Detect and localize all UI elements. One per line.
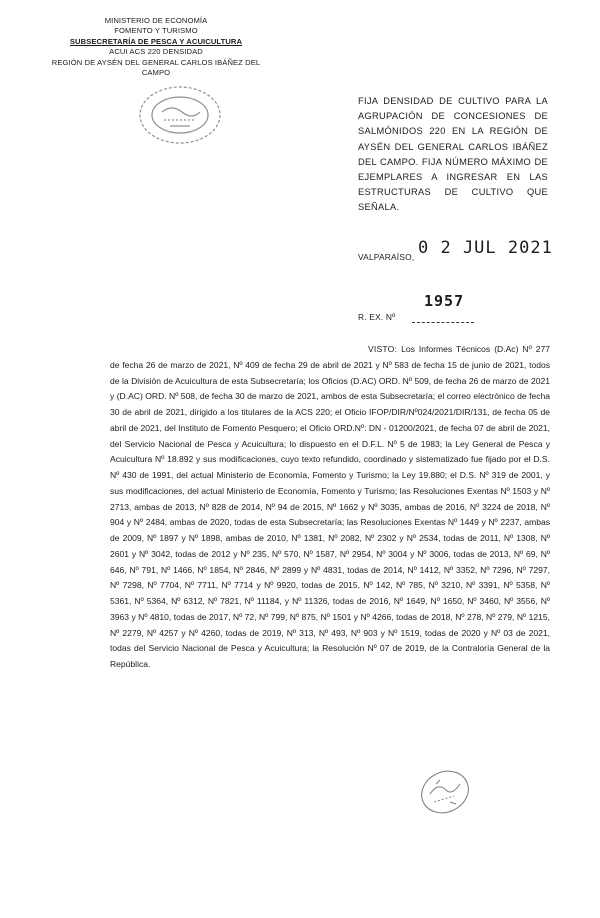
document-reference: ACUI ACS 220 DENSIDAD: [109, 47, 203, 57]
initials-seal-icon: [414, 764, 476, 820]
resolution-subject: FIJA DENSIDAD DE CULTIVO PARA LA AGRUPACIÓN DE CONCESIONES DE SALMÓNIDOS 220 EN LA REGIÓN DE AYSÉN DEL GENERAL CARLOS IBÁÑEZ DEL CAMPO. FIJA NÚMERO MÁXIMO DE EJEMPLARES A INGRESAR EN LAS ESTRUCTURAS DE CULTIVO QUE SEÑALA.: [358, 96, 548, 213]
issuer-subsecretariat: SUBSECRETARÍA DE PESCA Y ACUICULTURA: [69, 36, 243, 46]
visto-label: VISTO:: [368, 344, 398, 354]
resolution-number: 1957: [424, 292, 465, 310]
place-label: VALPARAÍSO,: [358, 252, 415, 262]
visto-body: Los Informes Técnicos (D.Ac) Nº 277 de fecha 26 de marzo de 2021, Nº 409 de fecha 29 de abril de 2021 y Nº 583 de fecha 15 de junio de 2021, todos de la División de Acuicultura de esta Subsecretaría; los Oficios (D.AC) ORD. Nº 509, de fecha 26 de marzo de 2021 y (D.AC) ORD. Nº 508, de fecha 30 de marzo de 2021, ambos de esta Subsecretaría; el correo electrónico de fecha 30 de abril de 2021, dirigido a los titulares de la ACS 220; el Oficio IFOP/DIR/Nº024/2021/DIR/131, de fecha 05 de abril de 2021, del Instituto de Fomento Pesquero; el Oficio ORD.Nº: DN - 01200/2021, de fecha 07 de abril de 2021, del Servicio Nacional de Pesca y Acuicultura; lo dispuesto en el D.F.L. Nº 5 de 1983; la Ley General de Pesca y Acuicultura Nº 18.892 y sus modificaciones, cuyo texto refundido, coordinado y sistematizado fue fijado por el D.S. Nº 430 de 1991, del actual Ministerio de Economía, Fomento y Turismo; la Ley 19.880; el D.S. Nº 319 de 2001, y sus modificaciones, del actual Ministerio de Economía, Fomento y Turismo; las Resoluciones Exentas Nº 1503 y Nº 2713, ambas de 2013, Nº 828 de 2014, Nº 94 de 2015, Nº 1662 y Nº 3035, ambas de 2016, Nº 3224 de 2018, Nº 904 y Nº 2484, ambas de 2020, todas de esta Subsecretaría; las Resoluciones Exentas Nº 1449 y Nº 2237, ambas de 2009, Nº 1897 y Nº 1898, ambas de 2010, Nº 1381, Nº 2082, Nº 2302 y Nº 2534, todas de 2011, Nº 1308, Nº 2601 y Nº 3042, todas de 2012 y Nº 235, Nº 570, Nº 1587, Nº 2954, Nº 3004 y Nº 3006, todas de 2013, Nº 69, Nº 646, Nº 791, Nº 1466, Nº 1854, Nº 2846, Nº 2899 y Nº 4831, todas de 2014, Nº 1412, Nº 3352, Nº 7296, Nº 7297, Nº 7298, Nº 7704, Nº 7711, Nº 7714 y Nº 9920, todas de 2015, Nº 142, Nº 785, Nº 3210, Nº 3391, Nº 5358, Nº 5361, Nº 5364, Nº 6312, Nº 7821, Nº 11184, y Nº 11326, todas de 2016, Nº 1649, Nº 1650, Nº 3460, Nº 3556, Nº 3963 y Nº 4810, todas de 2017, Nº 72, Nº 799, Nº 875, Nº 1501 y Nº 4266, todas de 2018, Nº 278, Nº 279, Nº 1215, Nº 2279, Nº 4257 y Nº 4260, todas de 2019, Nº 313, Nº 493, Nº 903 y Nº 1519, todas de 2020 y Nº 03 de 2021, todas del Servicio Nacional de Pesca y Acuicultura; la Resolución Nº 07 de 2019, de la Contraloría General de la República.: [110, 344, 550, 669]
issuer-header: [40, 16, 272, 78]
resolution-number-label: R. EX. Nº: [358, 312, 396, 322]
office-stamp-icon: [132, 82, 228, 148]
resolution-date: 0 2 JUL 2021: [418, 238, 553, 258]
resolution-number-line: [412, 322, 474, 323]
issuer-ministry: MINISTERIO DE ECONOMÍA: [104, 16, 208, 25]
visto-paragraph: [110, 342, 550, 673]
issuer-ministry-sub: FOMENTO Y TURISMO: [114, 26, 198, 36]
document-region: REGIÓN DE AYSÉN DEL GENERAL CARLOS IBÁÑEZ DEL CAMPO: [51, 57, 261, 78]
